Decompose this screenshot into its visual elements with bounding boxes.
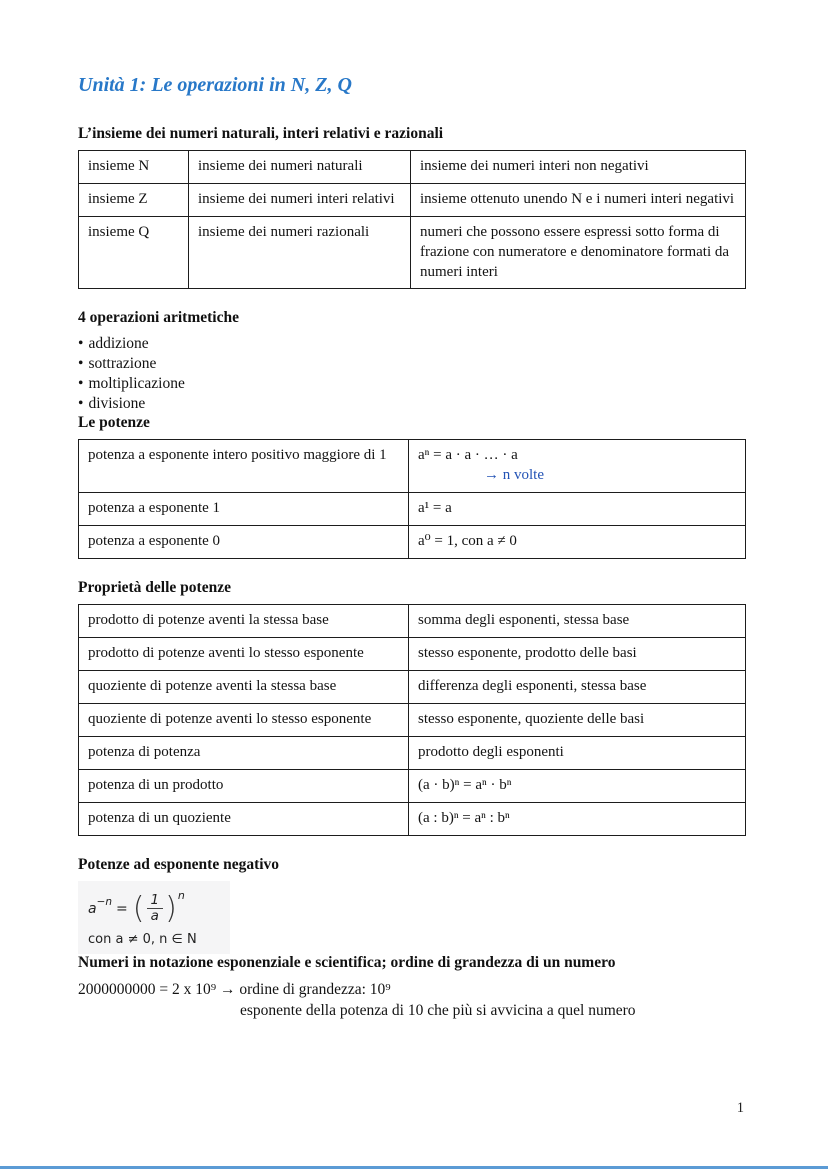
- table-row: [79, 769, 746, 802]
- cell-set-definition: insieme dei numeri interi relativi: [189, 184, 411, 217]
- table-row: [79, 736, 746, 769]
- potenze-table: [78, 439, 746, 559]
- heading-insiemi: L’insieme dei numeri naturali, interi relativi e razionali: [78, 125, 444, 142]
- cell-property: prodotto di potenze aventi la stessa base: [79, 604, 409, 637]
- cell-result: (a : b)ⁿ = aⁿ : bⁿ: [409, 802, 746, 835]
- table-row: [79, 703, 746, 736]
- bullet-glyph: •: [78, 335, 84, 353]
- cell-result: stesso esponente, prodotto delle basi: [409, 637, 746, 670]
- list-item-label: divisione: [88, 395, 146, 413]
- formula-text: aⁿ = a · a · … · a: [418, 447, 518, 464]
- negative-exponent-formula: [88, 889, 218, 929]
- formula-base: a: [88, 900, 97, 917]
- cell-property: quoziente di potenze aventi la stessa base: [79, 670, 409, 703]
- cell-set-name: insieme Z: [79, 184, 189, 217]
- table-row: [79, 670, 746, 703]
- table-row: [79, 637, 746, 670]
- cell-power-formula: a⁰ = 1, con a ≠ 0: [409, 525, 746, 558]
- list-item: [78, 334, 745, 354]
- table-row: [79, 492, 746, 525]
- table-row: [79, 802, 746, 835]
- list-item-label: addizione: [88, 335, 149, 353]
- table-row: [79, 184, 746, 217]
- formula-outer-exponent: n: [177, 889, 185, 903]
- cell-set-name: insieme N: [79, 151, 189, 184]
- cell-set-definition: insieme dei numeri razionali: [189, 217, 411, 289]
- list-item: [78, 374, 745, 394]
- cell-property: potenza di un prodotto: [79, 769, 409, 802]
- cell-power-case: potenza a esponente intero positivo maggiore di 1: [79, 440, 409, 493]
- close-paren: ): [165, 890, 177, 926]
- cell-property: potenza di un quoziente: [79, 802, 409, 835]
- table-row: [79, 151, 746, 184]
- cell-result: differenza degli esponenti, stessa base: [409, 670, 746, 703]
- formula-negative-exponent: −n: [96, 895, 113, 908]
- insiemi-table: [78, 150, 746, 289]
- cell-set-description: insieme dei numeri interi non negativi: [411, 151, 746, 184]
- cell-power-case: potenza a esponente 1: [79, 492, 409, 525]
- heading-notazione: Numeri in notazione esponenziale e scientifica; ordine di grandezza di un numero: [78, 953, 616, 971]
- table-row: [79, 217, 746, 289]
- cell-property: quoziente di potenze aventi lo stesso esponente: [79, 703, 409, 736]
- page-number: 1: [736, 1100, 744, 1116]
- cell-result: (a · b)ⁿ = aⁿ · bⁿ: [409, 769, 746, 802]
- proprieta-table: [78, 604, 746, 836]
- open-paren: (: [132, 890, 145, 926]
- table-row: [79, 440, 746, 493]
- heading-negativo: Potenze ad esponente negativo: [78, 855, 280, 873]
- list-item: [78, 354, 745, 374]
- fraction-numerator: 1: [150, 891, 160, 908]
- cell-result: prodotto degli esponenti: [409, 736, 746, 769]
- negative-exponent-formula-box: [78, 881, 230, 954]
- table-row: [79, 604, 746, 637]
- cell-power-formula: a¹ = a: [409, 492, 746, 525]
- cell-result: somma degli esponenti, stessa base: [409, 604, 746, 637]
- bullet-glyph: •: [78, 375, 84, 393]
- cell-set-description: insieme ottenuto unendo N e i numeri interi negativi: [411, 184, 746, 217]
- n-volte-annotation: → n volte: [484, 467, 544, 484]
- cell-property: prodotto di potenze aventi lo stesso esponente: [79, 637, 409, 670]
- formula-condition: con a ≠ 0, n ∈ N: [88, 931, 197, 947]
- cell-power-formula: [409, 440, 746, 493]
- scientific-notation-explanation: esponente della potenza di 10 che più si avvicina a quel numero: [240, 1001, 636, 1019]
- bullet-glyph: •: [78, 395, 84, 413]
- heading-proprieta: Proprietà delle potenze: [78, 578, 231, 596]
- cell-set-definition: insieme dei numeri naturali: [189, 151, 411, 184]
- cell-set-description: numeri che possono essere espressi sotto forma di frazione con numeratore e denominatore formati da numeri interi: [411, 217, 746, 289]
- bullet-glyph: •: [78, 355, 84, 373]
- heading-potenze: Le potenze: [78, 414, 150, 432]
- fraction: [147, 893, 164, 925]
- list-item: [78, 394, 745, 414]
- scientific-notation-example: 2000000000 = 2 x 10⁹ → ordine di grandezza: 10⁹: [78, 980, 391, 998]
- page-title: Unità 1: Le operazioni in N, Z, Q: [78, 74, 352, 96]
- cell-set-name: insieme Q: [79, 217, 189, 289]
- heading-operazioni: 4 operazioni aritmetiche: [78, 309, 239, 327]
- operations-list: [78, 334, 745, 414]
- list-item-label: moltiplicazione: [88, 375, 185, 393]
- cell-power-case: potenza a esponente 0: [79, 525, 409, 558]
- fraction-denominator: a: [147, 908, 163, 925]
- table-row: [79, 525, 746, 558]
- list-item-label: sottrazione: [88, 355, 157, 373]
- equals-sign: =: [116, 900, 128, 917]
- cell-property: potenza di potenza: [79, 736, 409, 769]
- cell-result: stesso esponente, quoziente delle basi: [409, 703, 746, 736]
